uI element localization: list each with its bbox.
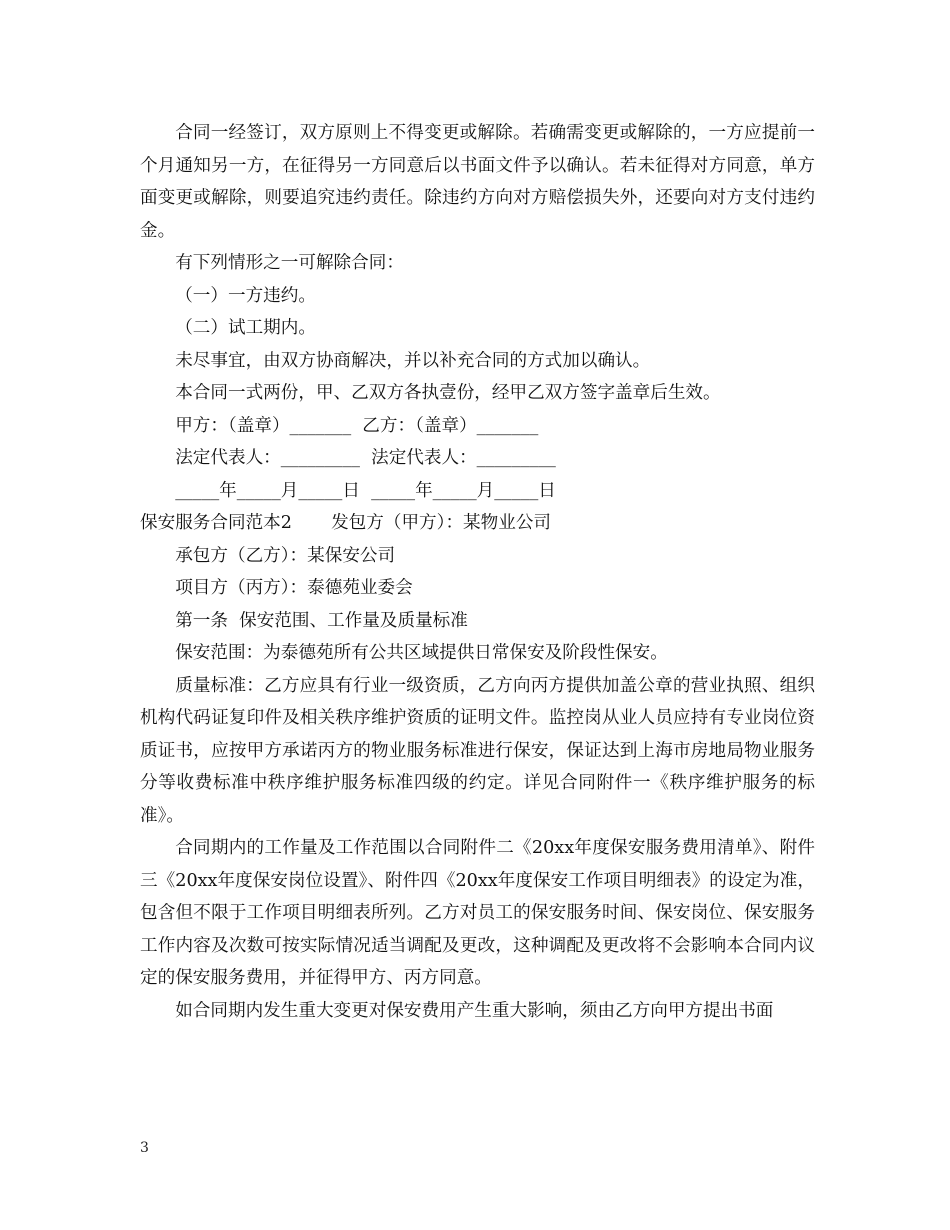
paragraph: 合同期内的工作量及工作范围以合同附件二《20xx年度保安服务费用清单》、附件三《20xx年度保安岗位设置》、附件四《20xx年度保安工作项目明细表》的设定为准，包含但不限于工作项目明细表所列。乙方对员工的保安服务时间、保安岗位、保安服务工作内容及次数可按实际情况适当调配及更改，这种调配及更改将不会影响本合同内议定的保安服务费用，并征得甲方、丙方同意。 (140, 838, 815, 988)
document-body (140, 117, 815, 1027)
signature-line-date: _____年_____月_____日 _____年_____月_____日 (175, 480, 556, 501)
paragraph: 未尽事宜，由双方协商解决，并以补充合同的方式加以确认。 (175, 350, 651, 371)
paragraph: （一）一方违约。 (175, 285, 316, 306)
paragraph: 本合同一式两份，甲、乙双方各执壹份，经甲乙双方签字盖章后生效。 (175, 383, 721, 403)
paragraph: 质量标准：乙方应具有行业一级资质，乙方向丙方提供加盖公章的营业执照、组织机构代码证复印件及相关秩序维护资质的证明文件。监控岗从业人员应持有专业岗位资质证书，应按甲方承诺丙方的物业服务标准进行保安，保证达到上海市房地局物业服务分等收费标准中秩序维护服务标准四级的约定。详见合同附件一《秩序维护服务的标准》。 (140, 675, 815, 826)
contract-heading: 保安服务合同范本2 发包方（甲方）：某物业公司 (140, 513, 552, 533)
signature-line-party: 甲方：（盖章）_______ 乙方：（盖章）_______ (175, 415, 539, 436)
signature-line-representative: 法定代表人：_________ 法定代表人：_________ (175, 448, 556, 468)
article-heading: 第一条 保安范围、工作量及质量标准 (175, 610, 468, 631)
paragraph: 承包方（乙方）：某保安公司 (175, 545, 396, 566)
paragraph: 保安范围：为泰德苑所有公共区域提供日常保安及阶段性保安。 (175, 643, 668, 663)
paragraph: 项目方（丙方）：泰德苑业委会 (175, 578, 413, 598)
page-number: 3 (140, 1140, 149, 1156)
paragraph: 合同一经签订，双方原则上不得变更或解除。若确需变更或解除的，一方应提前一个月通知另一方，在征得另一方同意后以书面文件予以确认。若未征得对方同意，单方面变更或解除，则要追究违约责任。除违约方向对方赔偿损失外，还要向对方支付违约金。 (140, 123, 815, 241)
paragraph: （二）试工期内。 (175, 318, 316, 338)
paragraph: 如合同期内发生重大变更对保安费用产生重大影响，须由乙方向甲方提出书面 (175, 1000, 774, 1021)
paragraph: 有下列情形之一可解除合同： (175, 253, 404, 273)
